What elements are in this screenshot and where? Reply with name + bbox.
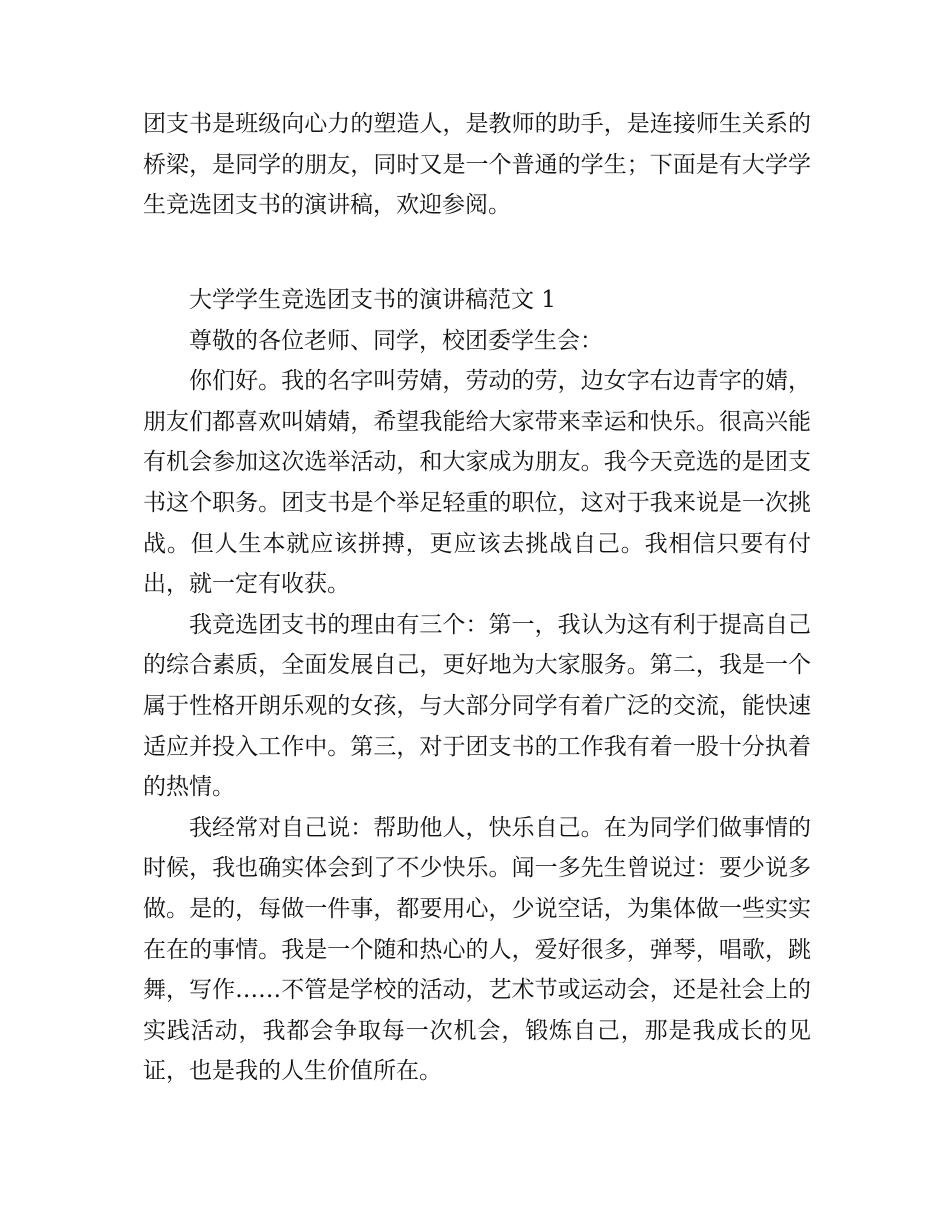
- article-section: [143, 280, 811, 1092]
- intro-paragraph: 团支书是班级向心力的塑造人，是教师的助手，是连接师生关系的桥梁，是同学的朋友，同时又是一个普通的学生；下面是有大学学生竞选团支书的演讲稿，欢迎参阅。: [143, 111, 811, 219]
- article-paragraph-3: 我经常对自己说：帮助他人，快乐自己。在为同学们做事情的时候，我也确实体会到了不少快乐。闻一多先生曾说过：要少说多做。是的，每做一件事，都要用心，少说空话，为集体做一些实实在在的事情。我是一个随和热心的人，爱好很多，弹琴，唱歌，跳舞，写作……不管是学校的活动，艺术节或运动会，还是社会上的实践活动，我都会争取每一次机会，锻炼自己，那是我成长的见证，也是我的人生价值所在。: [143, 814, 811, 1085]
- article-paragraph-1: 你们好。我的名字叫劳婧，劳动的劳，边女字右边青字的婧，朋友们都喜欢叫婧婧，希望我能给大家带来幸运和快乐。很高兴能有机会参加这次选举活动，和大家成为朋友。我今天竞选的是团支书这个职务。团支书是个举足轻重的职位，这对于我来说是一次挑战。但人生本就应该拼搏，更应该去挑战自己。我相信只要有付出，就一定有收获。: [143, 368, 811, 598]
- intro-section: [143, 104, 811, 226]
- article-salutation: 尊敬的各位老师、同学，校团委学生会：: [189, 327, 603, 354]
- article-paragraph-2: 我竞选团支书的理由有三个：第一，我认为这有利于提高自己的综合素质，全面发展自己，更好地为大家服务。第二，我是一个属于性格开朗乐观的女孩，与大部分同学有着广泛的交流，能快速适应并投入工作中。第三，对于团支书的工作我有着一股十分执着的热情。: [143, 611, 811, 801]
- article-title: 大学学生竞选团支书的演讲稿范文 1: [189, 287, 556, 313]
